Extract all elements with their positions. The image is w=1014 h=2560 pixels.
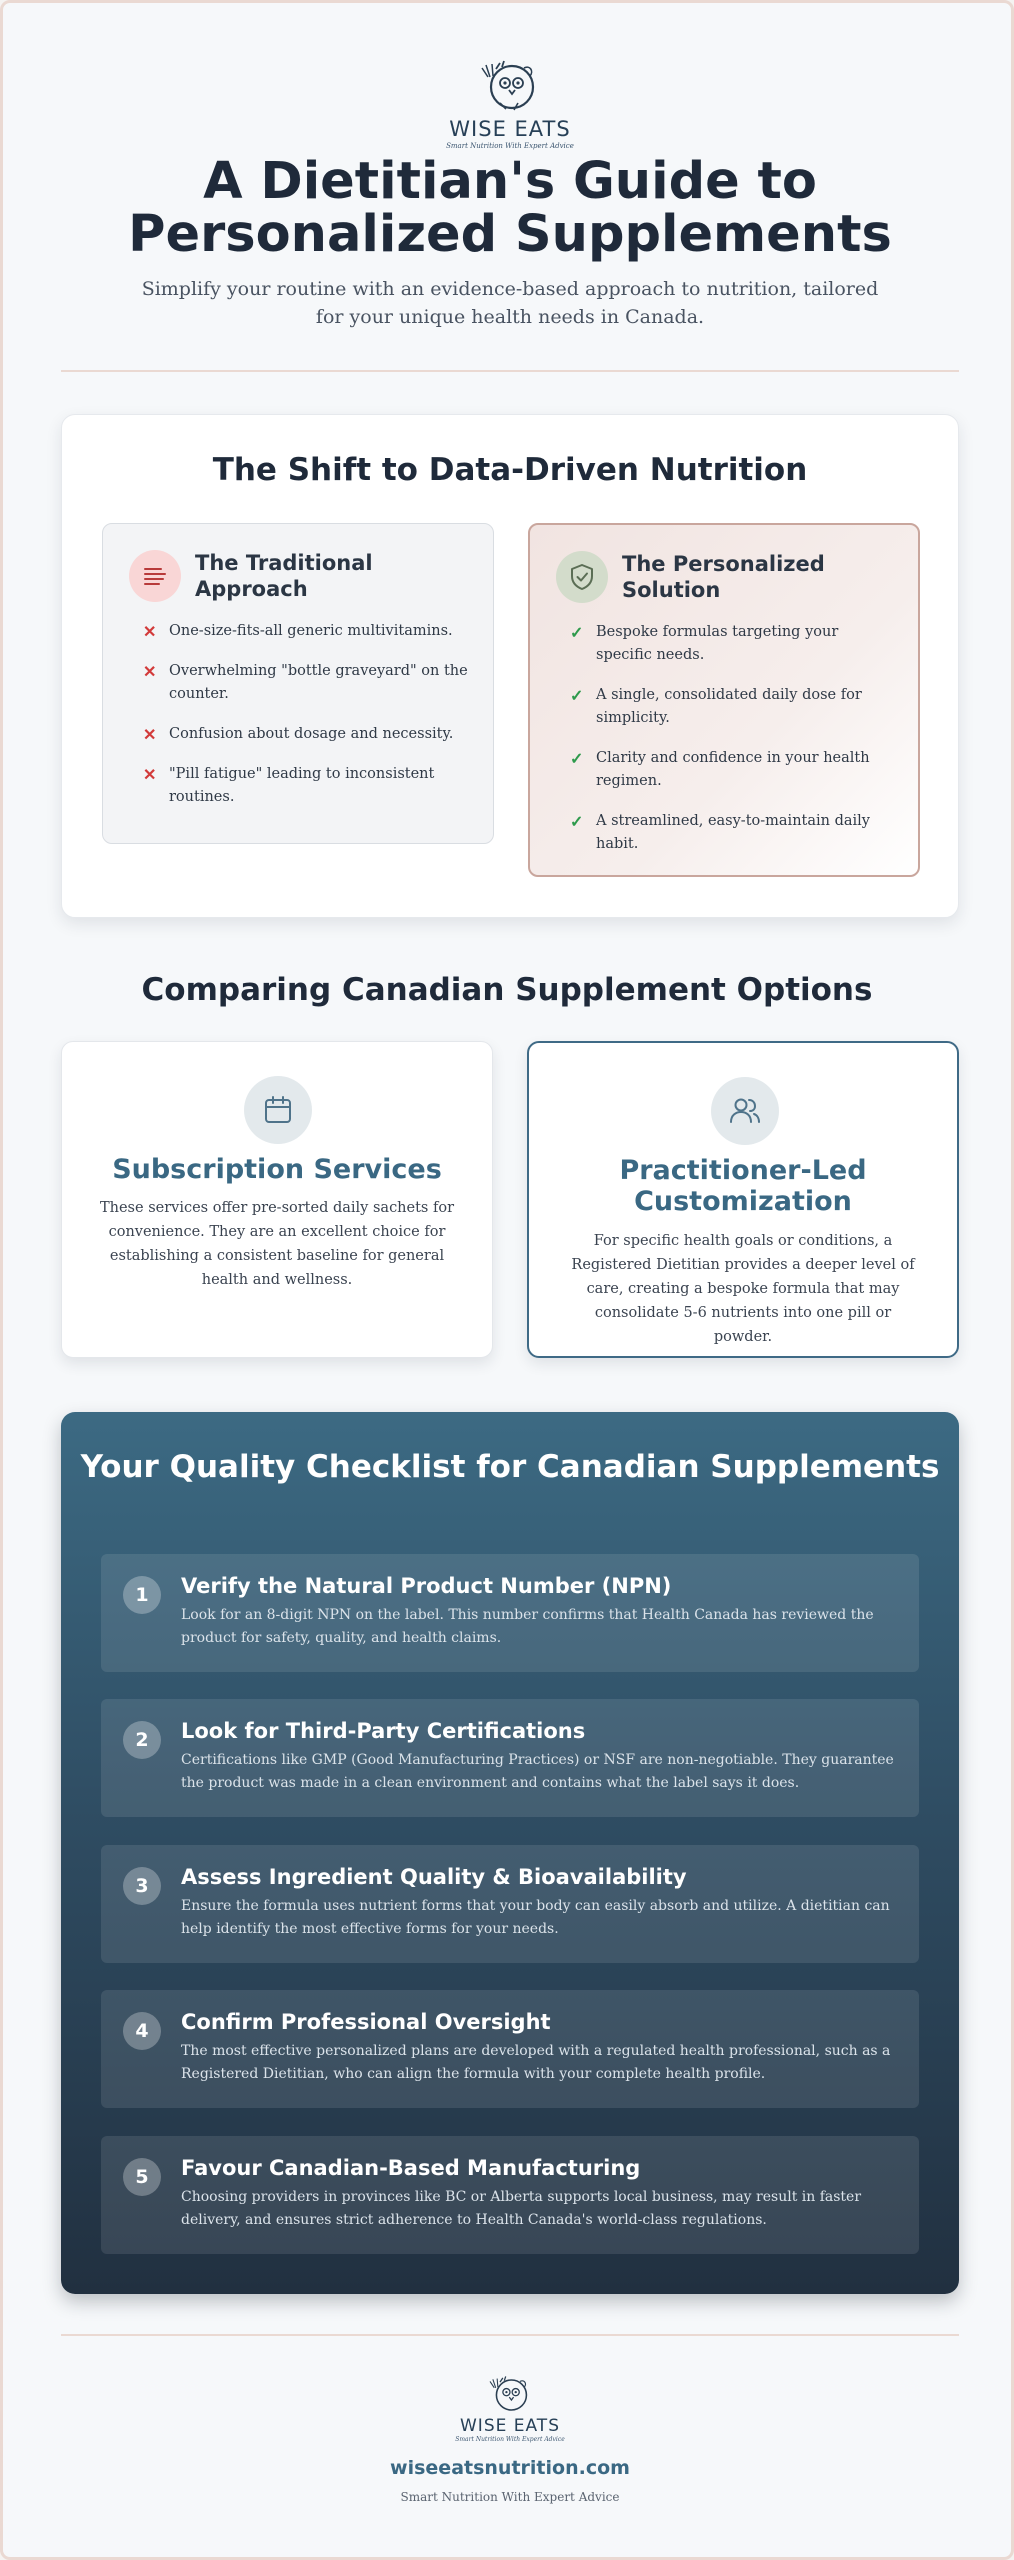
footer-logo [3, 2375, 1014, 2443]
step-title: Assess Ingredient Quality & Bioavailability [181, 1865, 687, 1889]
subscription-services-card [61, 1041, 493, 1358]
practitioner-description: For specific health goals or conditions, a Registered Dietitian provides a deeper level of care, creating a bespoke formula that may consolidate 5-6 nutrients into one pill or powder. [571, 1233, 915, 1345]
brand-name: WISE EATS [460, 2416, 560, 2436]
page-subtitle: Simplify your routine with an evidence-based approach to nutrition, tailored for your unique health needs in Canada. [141, 278, 879, 328]
logo-mark-icon [480, 59, 540, 115]
step-title: Confirm Professional Oversight [181, 2010, 551, 2034]
step-number: 2 [123, 1721, 161, 1759]
cross-icon: ✕ [143, 725, 157, 744]
header-logo [3, 59, 1014, 150]
footer-tagline: Smart Nutrition With Expert Advice [400, 2490, 620, 2504]
step-description: Choosing providers in provinces like BC or Alberta supports local business, may result in faster delivery, and ensures strict adherence to Health Canada's world-class regulations. [181, 2189, 862, 2228]
divider [61, 370, 959, 372]
step-title: Favour Canadian-Based Manufacturing [181, 2156, 641, 2180]
step-number: 1 [123, 1576, 161, 1614]
checklist-step [101, 1845, 919, 1963]
checklist-step [101, 1554, 919, 1672]
personalized-title: The Personalized Solution [622, 552, 825, 602]
list-item: ✕ Confusion about dosage and necessity. [143, 725, 454, 744]
personalized-solution-card [528, 523, 920, 877]
list-item: ✓ Clarity and confidence in your health regimen. [570, 749, 870, 789]
subscription-description: These services offer pre-sorted daily sachets for convenience. They are an excellent choice for establishing a consistent baseline for general health and wellness. [99, 1200, 455, 1288]
check-icon: ✓ [570, 749, 584, 768]
step-title: Look for Third-Party Certifications [181, 1719, 586, 1743]
list-item: ✓ A streamlined, easy-to-maintain daily habit. [570, 812, 870, 852]
step-number: 5 [123, 2158, 161, 2196]
checklist-title: Your Quality Checklist for Canadian Supplements [80, 1449, 940, 1485]
shift-section [61, 414, 959, 918]
brand-tagline: Smart Nutrition With Expert Advice [455, 2436, 565, 2443]
list-item: ✓ Bespoke formulas targeting your specific needs. [570, 623, 839, 663]
practitioner-title: Practitioner-Led Customization [619, 1155, 867, 1217]
list-item: ✕ One-size-fits-all generic multivitamins. [143, 622, 453, 641]
page-title: A Dietitian's Guide to Personalized Supplements [128, 152, 892, 264]
step-number: 4 [123, 2012, 161, 2050]
step-description: Ensure the formula uses nutrient forms that your body can easily absorb and utilize. A dietitian can help identify the most effective forms for your needs. [181, 1898, 890, 1937]
options-title: Comparing Canadian Supplement Options [141, 972, 873, 1008]
cross-icon: ✕ [143, 765, 157, 784]
check-icon: ✓ [570, 623, 584, 642]
divider [61, 2334, 959, 2336]
calendar-icon [244, 1076, 312, 1144]
step-description: Certifications like GMP (Good Manufacturing Practices) or NSF are non-negotiable. They guarantee the product was made in a clean environment and contains what the label says it does. [181, 1752, 894, 1791]
website-link[interactable]: wiseeatsnutrition.com [390, 2457, 630, 2479]
step-number: 3 [123, 1867, 161, 1905]
practitioner-customization-card [527, 1041, 959, 1358]
personalized-list [570, 621, 898, 873]
step-description: Look for an 8-digit NPN on the label. This number confirms that Health Canada has reviewed the product for safety, quality, and health claims. [181, 1607, 874, 1646]
users-icon [711, 1077, 779, 1145]
quality-checklist-section [61, 1412, 959, 2294]
checklist-step [101, 2136, 919, 2254]
traditional-list [143, 620, 473, 826]
list-item: ✕ "Pill fatigue" leading to inconsistent routines. [143, 765, 435, 805]
check-icon: ✓ [570, 686, 584, 705]
traditional-approach-card [102, 523, 494, 844]
subscription-title: Subscription Services [112, 1154, 442, 1185]
traditional-title: The Traditional Approach [195, 551, 373, 601]
step-title: Verify the Natural Product Number (NPN) [181, 1574, 672, 1598]
brand-name: WISE EATS [449, 117, 571, 141]
shift-title: The Shift to Data-Driven Nutrition [212, 452, 808, 488]
cross-icon: ✕ [143, 622, 157, 641]
checklist-step [101, 1699, 919, 1817]
check-icon: ✓ [570, 812, 584, 831]
list-item: ✕ Overwhelming "bottle graveyard" on the counter. [143, 662, 468, 702]
cross-icon: ✕ [143, 662, 157, 681]
shield-check-icon [556, 551, 608, 603]
checklist-step [101, 1990, 919, 2108]
step-description: The most effective personalized plans are developed with a regulated health professional, such as a Registered Dietitian, who can align the formula with your complete health profile. [181, 2043, 891, 2082]
logo-mark-icon [488, 2375, 532, 2415]
list-item: ✓ A single, consolidated daily dose for simplicity. [570, 686, 862, 726]
list-icon [129, 550, 181, 602]
brand-tagline: Smart Nutrition With Expert Advice [446, 142, 574, 150]
